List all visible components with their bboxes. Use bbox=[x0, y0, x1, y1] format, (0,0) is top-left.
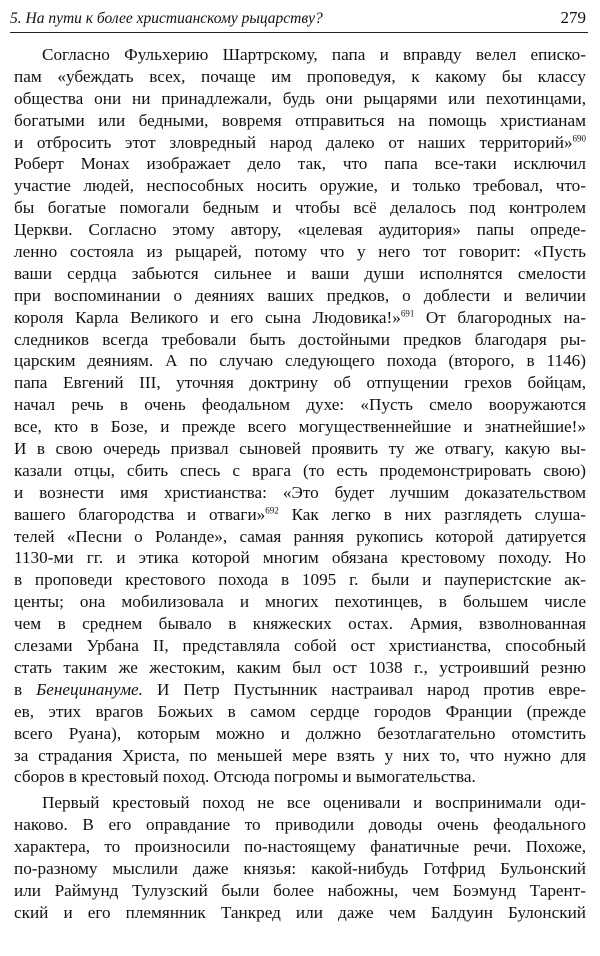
text-line: Согласно Фульхерию Шартрскому, папа и вправду велел еписко- bbox=[42, 45, 586, 64]
footnote-marker: 690 bbox=[572, 132, 586, 143]
text-line: ленно состояла из рыцарей, потому что у него тот говорит: «Пусть bbox=[14, 242, 586, 262]
text-line: участие людей, неспособных носить оружие, и только требовал, что- bbox=[14, 176, 586, 196]
running-header bbox=[10, 6, 588, 33]
text-line: характера, то произносили по-настоящему фанатичные речи. Похоже, bbox=[14, 837, 586, 857]
text-line: следников всегда требовали быть достойными предков благодаря ры- bbox=[14, 329, 586, 349]
text-line: бы богатые помогали бедным и чтобы всё делалось под контролем bbox=[14, 198, 586, 218]
body-text bbox=[14, 44, 586, 924]
italic-term: Бенецинануме. bbox=[36, 679, 143, 699]
chapter-running-title: 5. На пути к более христианскому рыцарству? bbox=[10, 10, 323, 27]
text-line: богатыми или бедными, вовремя отправиться на помощь христианам bbox=[14, 110, 586, 130]
text-line: общества они ни принадлежали, будь они рыцарями или пехотинцами, bbox=[14, 88, 586, 108]
text-line: за страдания Христа, по меньшей мере взять у них то, что нужно для bbox=[14, 745, 586, 765]
text-line: и вознести имя христианства: «Это будет лучшим доказательством bbox=[14, 482, 586, 502]
text-line: слезами Урбана II, представляла собой ост христианства, способный bbox=[14, 636, 586, 656]
text-line: при воспоминании о деяниях ваших предков, о доблести и величии bbox=[14, 285, 586, 305]
text-line: короля Карла Великого и его сына Людовика!»$^{691}$ От благородных на- bbox=[14, 307, 586, 327]
text-line: папа Евгений III, уточняя доктрину об отпущении грехов бойцам, bbox=[14, 373, 586, 393]
text-line: ев, этих врагов Божьих в самом сердце городов Франции (прежде bbox=[14, 701, 586, 721]
text-line: все, кто в Бозе, и прежде всего могущественнейшие и знатнейшие!» bbox=[14, 417, 586, 437]
text-line: царским деяниям. А по случаю следующего похода (второго, в 1146) bbox=[14, 351, 586, 371]
page-number: 279 bbox=[560, 8, 586, 27]
text-line: телей «Песни о Роланде», самая ранняя рукопись которой датируется bbox=[14, 526, 586, 546]
text-line: и отбросить этот зловредный народ далеко от наших территорий»$^{690}$ bbox=[14, 132, 586, 152]
text-line: в Бенецинануме. И Петр Пустынник настраивал народ против евре- bbox=[14, 679, 586, 699]
text-line: Первый крестовый поход не все оценивали и воспринимали оди- bbox=[42, 793, 586, 813]
text-line: 1130-ми гг. и этика которой многим обязана крестовому походу. Но bbox=[14, 548, 586, 568]
text-line: И в свою очередь призвал сыновей проявить ту же отвагу, какую вы- bbox=[14, 439, 586, 459]
text-line: Роберт Монах изображает дело так, что папа все-таки исключил bbox=[14, 154, 586, 174]
text-line: пам «убеждать всех, почаще им проповедуя, к какому бы классу bbox=[14, 66, 586, 86]
text-line: по-разному мыслили даже князья: какой-нибудь Готфрид Бульонский bbox=[14, 858, 586, 878]
text-line: или Раймунд Тулузский были более набожны, чем Боэмунд Тарент- bbox=[14, 880, 586, 900]
text-line: наково. В его оправдание то приводили доводы очень феодального bbox=[14, 815, 586, 835]
text-line: начал речь в очень феодальном духе: «Пусть смело вооружаются bbox=[14, 395, 586, 415]
text-line: центы; она мобилизовала и многих пехотинцев, в большем числе bbox=[14, 592, 586, 612]
footnote-marker: 691 bbox=[400, 307, 415, 318]
text-line: в проповеди крестового похода в 1095 г. были и пауперистские ак- bbox=[14, 570, 586, 590]
text-line: Церкви. Согласно этому автору, «целевая аудитория» папы опреде- bbox=[14, 220, 586, 240]
footnote-marker: 692 bbox=[265, 504, 279, 515]
text-line: казали отцы, сбить спесь с врага (то есть продемонстрировать свою) bbox=[14, 460, 586, 480]
text-line: стать таким же жестоким, каким был ост 1038 г., устроивший резню bbox=[14, 657, 586, 677]
text-line: чем в среднем бывало в княжеских остах. Армия, взволнованная bbox=[14, 614, 586, 634]
text-line: сборов в крестовый поход. Отсюда погромы и вымогательства. bbox=[14, 767, 476, 787]
text-line: всего Руана), которым можно и должно безотлагательно отомстить bbox=[14, 723, 586, 743]
text-line: вашего благородства и отваги»$^{692}$ Как легко в них разглядеть слуша- bbox=[14, 504, 586, 524]
text-line: ский и его племянник Танкред или даже чем Балдуин Булонский bbox=[14, 902, 586, 922]
text-line: ваши сердца забьются сильнее и ваши души исполнятся смелости bbox=[14, 263, 586, 283]
